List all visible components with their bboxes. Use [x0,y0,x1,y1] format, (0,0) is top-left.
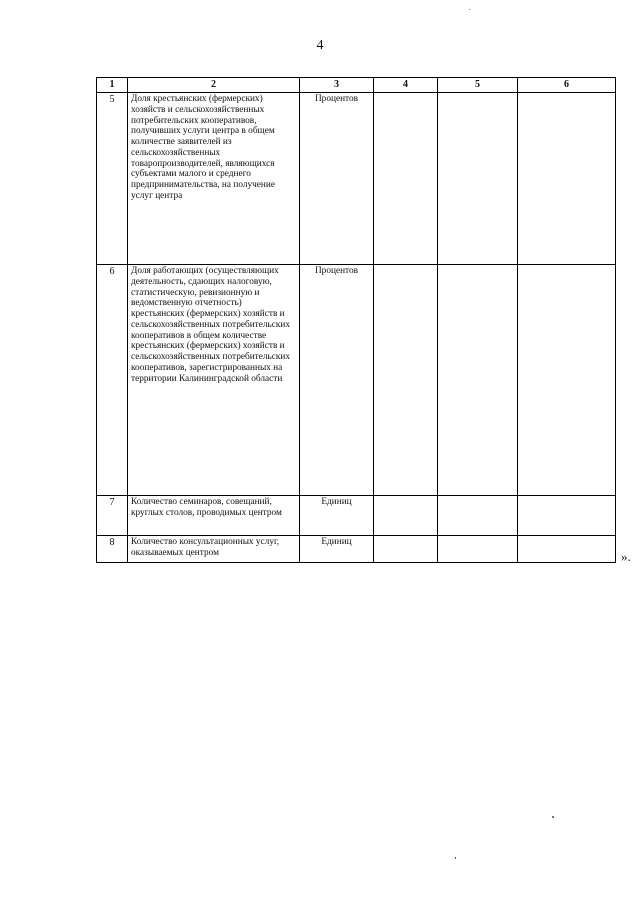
row-description: Количество консультационных услуг, оказываемых центром [128,536,300,563]
scan-speck [552,816,554,818]
row-number: 7 [97,496,128,536]
row-cell-5 [438,93,518,265]
table-row [97,93,616,265]
row-unit: Единиц [300,536,374,563]
row-number: 6 [97,265,128,496]
row-cell-6 [518,536,616,563]
table-row [97,265,616,496]
row-description: Количество семинаров, совещаний, круглых столов, проводимых центром [128,496,300,536]
row-description: Доля работающих (осуществляющих деятельность, сдающих налоговую, статистическую, ревизионную и ведомственную отчетность) крестьянских (фермерских) хозяйств и сельскохозяйственных потребительских кооперативов в общем количестве крестьянских (фермерских) хозяйств и сельскохозяйственных потребительских кооперативов, зарегистрированных на территории Калининградской области [128,265,300,496]
header-col-6: 6 [518,78,616,93]
row-cell-6 [518,93,616,265]
row-number: 8 [97,536,128,563]
header-col-3: 3 [300,78,374,93]
table-row [97,536,616,563]
indicators-table [96,77,616,563]
scan-speck [455,857,456,859]
row-description: Доля крестьянских (фермерских) хозяйств и сельскохозяйственных потребительских кооперативов, получивших услуги центра в общем количестве заявителей из сельскохозяйственных товаропроизводителей, являющихся субъектами малого и среднего предпринимательства, на получение услуг центра [128,93,300,265]
table-row [97,496,616,536]
closing-quote: ». [621,549,631,564]
header-col-4: 4 [374,78,438,93]
table-header-row [97,78,616,93]
header-col-2: 2 [128,78,300,93]
row-number: 5 [97,93,128,265]
header-col-1: 1 [97,78,128,93]
row-cell-4 [374,93,438,265]
row-cell-6 [518,496,616,536]
row-cell-5 [438,536,518,563]
row-cell-5 [438,496,518,536]
row-unit: Процентов [300,265,374,496]
header-col-5: 5 [438,78,518,93]
row-cell-6 [518,265,616,496]
row-cell-5 [438,265,518,496]
row-cell-4 [374,496,438,536]
row-cell-4 [374,536,438,563]
row-unit: Процентов [300,93,374,265]
page-number: 4 [316,38,324,53]
scan-speck [469,9,470,10]
row-unit: Единиц [300,496,374,536]
row-cell-4 [374,265,438,496]
